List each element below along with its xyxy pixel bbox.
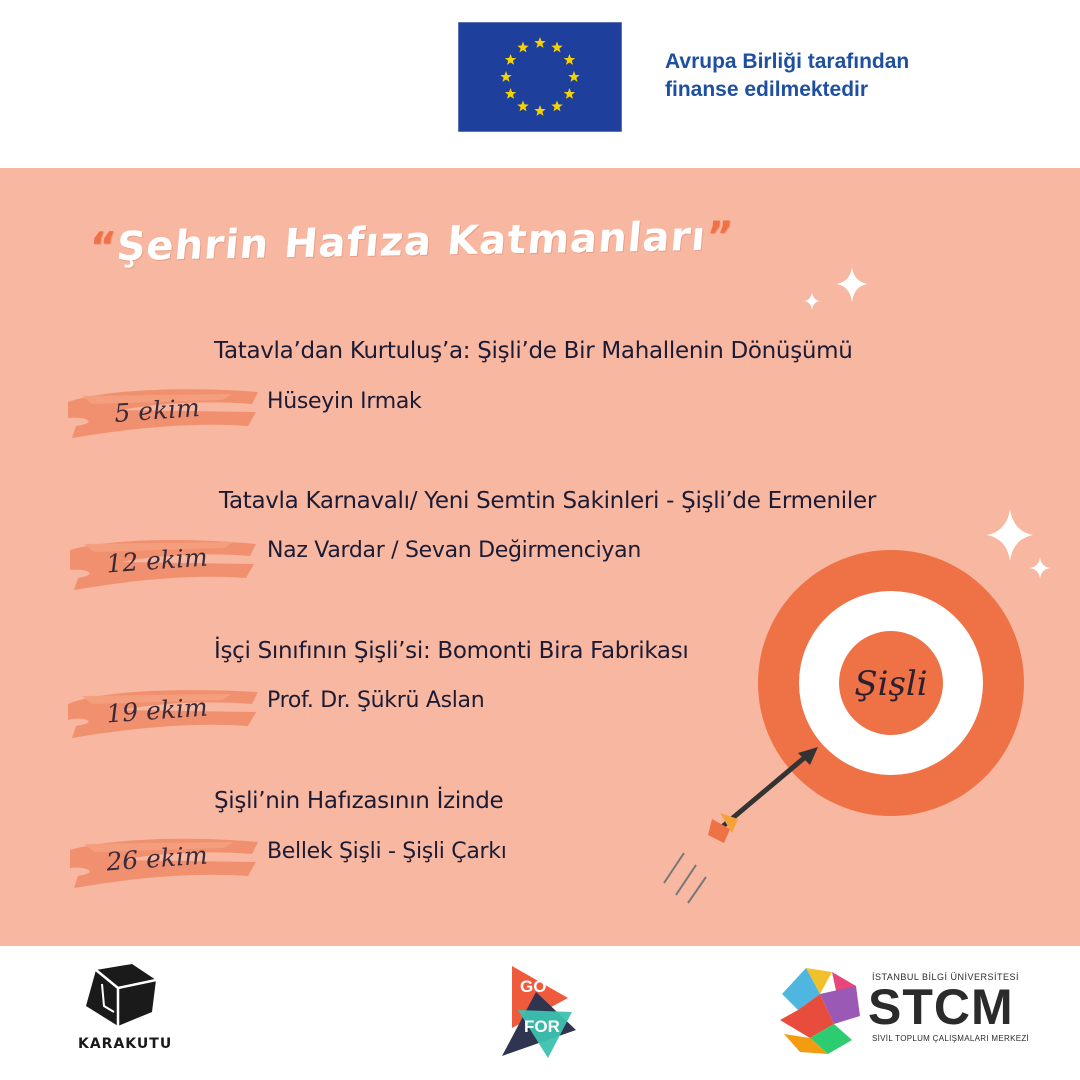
funding-line-2: finanse edilmektedir [665, 78, 869, 101]
target-label: Şişli [854, 664, 928, 704]
event-speaker: Bellek Şişli - Şişli Çarkı [267, 839, 507, 864]
event-title: İşçi Sınıfının Şişli’si: Bomonti Bira Fabrikası [214, 638, 689, 664]
event-speaker: Naz Vardar / Sevan Değirmenciyan [267, 538, 641, 563]
event-date: 26 ekim [105, 840, 209, 877]
program-title-text: Şehrin Hafıza Katmanları [114, 213, 709, 271]
date-badge [62, 830, 262, 894]
event-date: 19 ekim [105, 692, 209, 729]
stcm-center-text: SİVİL TOPLUM ÇALIŞMALARI MERKEZİ [872, 1034, 1030, 1043]
stcm-university-text: İSTANBUL BİLGİ ÜNİVERSİTESİ [872, 972, 1020, 982]
funding-notice [665, 48, 1025, 104]
top-header [0, 0, 1080, 168]
event-speaker: Prof. Dr. Şükrü Aslan [267, 688, 485, 713]
sparkle-icon [790, 262, 880, 322]
stcm-logo-text: STCM [868, 979, 1014, 1035]
karakutu-logo-text: KARAKUTU [78, 1036, 173, 1052]
event-speaker: Hüseyin Irmak [267, 389, 422, 414]
stcm-logo-icon [776, 964, 862, 1056]
quote-close: ” [704, 213, 736, 260]
gofor-logo-icon [498, 962, 580, 1060]
event-title: Tatavla’dan Kurtuluş’a: Şişli’de Bir Mahallenin Dönüşümü [214, 338, 853, 364]
date-badge [62, 532, 262, 596]
quote-open: “ [87, 224, 119, 271]
event-date: 5 ekim [113, 393, 201, 428]
gofor-for-text: FOR [524, 1017, 560, 1036]
funding-line-1: Avrupa Birliği tarafından [665, 50, 910, 73]
arrow-icon [650, 735, 830, 915]
event-title: Şişli’nin Hafızasının İzinde [214, 788, 504, 814]
date-badge [62, 382, 262, 446]
date-badge [62, 682, 262, 746]
karakutu-logo-icon [82, 962, 160, 1028]
event-date: 12 ekim [105, 542, 209, 579]
eu-flag-icon [458, 22, 622, 132]
gofor-go-text: GO [520, 977, 547, 996]
event-title: Tatavla Karnavalı/ Yeni Semtin Sakinleri - Şişli’de Ermeniler [219, 488, 876, 514]
